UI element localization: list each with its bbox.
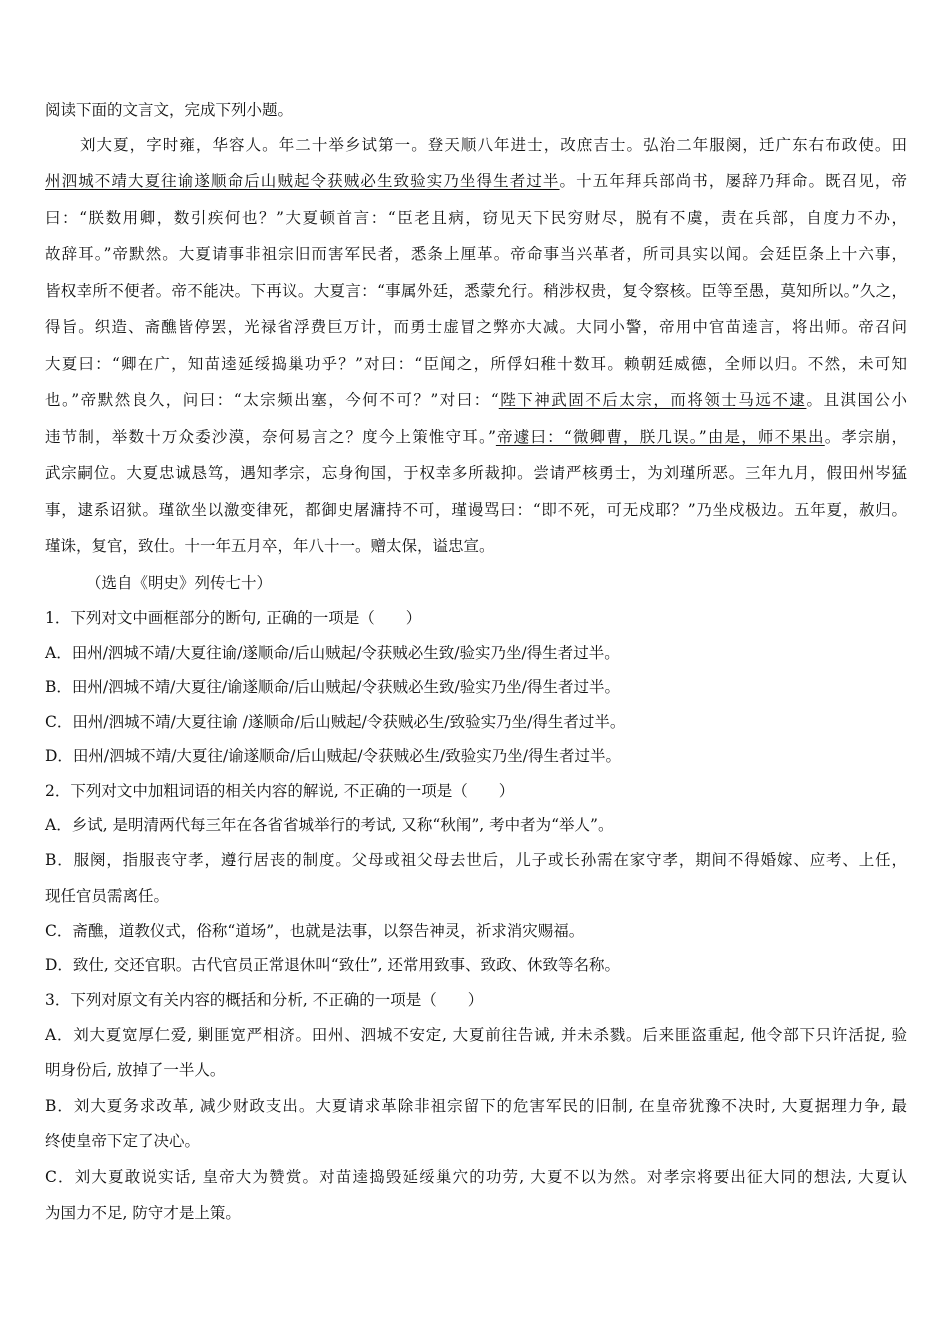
option-c-continued: 为国力不足, 防守才是上策。 [45,1204,241,1222]
passage-line: 曰：“朕数用卿，数引疾何也？”大夏顿首言：“臣老且病，窃见天下民穷财尽，脱有不虞，责在兵部，自度力不办， [45,209,907,227]
option-a: A．刘大夏宽厚仁爱, 剿匪宽严相济。田州、泗城不安定, 大夏前往告诫, 并未杀戮。后来匪盗重起, 他令部下只许活捉, 验 [45,1026,907,1044]
option-b-continued: 终使皇帝下定了决心。 [45,1132,201,1150]
option-a-continued: 明身份后, 放掉了一半人。 [45,1061,226,1079]
passage-line: 瑾诛，复官，致仕。十一年五月卒，年八十一。赠太保，谥忠宣。 [45,537,495,555]
option-a: A．乡试, 是明清两代每三年在各省省城举行的考试, 又称“秋闱”, 考中者为“举人”。 [45,816,614,834]
source-citation: （选自《明史》列传七十） [86,574,273,592]
option-b-continued: 现任官员需离任。 [45,887,170,905]
question-stem: 2．下列对文中加粗词语的相关内容的解说, 不正确的一项是（ ） [45,782,515,800]
option-d: D．致仕, 交还官职。古代官员正常退休叫“致仕”, 还常用致事、致政、休致等名称。 [45,956,620,974]
underlined-sentence: 陛下神武固不后太宗，而将领士马远不逮 [498,391,807,409]
passage-line: 事，逮系诏狱。瑾欲坐以激变律死，都御史屠滽持不可，瑾谩骂曰：“即不死，可无戍耶？”乃坐戍极边。五年夏，赦归。 [45,501,907,519]
passage-line: 也。”帝默然良久，问曰：“太宗频出塞，今何不可？”对曰：“陛下神武固不后太宗，而将领士马远不逮。且淇国公小 [45,391,907,409]
option-c: C．斋醮，道教仪式，俗称“道场”，也就是法事，以祭告神灵，祈求消灾赐福。 [45,922,585,940]
passage-line: 得旨。织造、斋醮皆停罢，光禄省浮费巨万计，而勇士虚冒之弊亦大减。大同小警，帝用中官苗逵言，将出师。帝召问 [45,318,907,336]
question-stem: 1．下列对文中画框部分的断句, 正确的一项是（ ） [45,609,422,627]
intro-instruction: 阅读下面的文言文，完成下列小题。 [45,101,294,119]
question-stem: 3．下列对原文有关内容的概括和分析, 不正确的一项是（ ） [45,991,484,1009]
option-c: C．刘大夏敢说实话, 皇帝大为赞赏。对苗逵捣毁延绥巢穴的功劳, 大夏不以为然。对孝宗将要出征大同的想法, 大夏认 [45,1168,907,1186]
passage-line: 刘大夏，字时雍，华容人。年二十举乡试第一。登天顺八年进士，改庶吉士。弘治二年服阕，迁广东右布政使。田 [80,136,907,154]
passage-line: 大夏曰：“卿在广，知苗逵延绥捣巢功乎？”对曰：“臣闻之，所俘妇稚十数耳。赖朝廷威德，全师以归。不然，未可知 [45,355,907,373]
passage-line: 故辞耳。”帝默然。大夏请事非祖宗旧而害军民者，悉条上厘革。帝命事当兴革者，所司具实以闻。会廷臣条上十六事， [45,245,907,263]
option-d: D．田州/泗城不靖/大夏往/谕遂顺命/后山贼起/令获贼必生/致验实乃坐/得生者过半。 [45,747,621,765]
option-a: A．田州/泗城不靖/大夏往谕/遂顺命/后山贼起/令获贼必生致/验实乃坐/得生者过半。 [45,644,620,662]
passage-line: 皆权幸所不便者。帝不能决。下再议。大夏言：“事属外廷，悉蒙允行。稍涉权贵，复令察核。臣等至愚，莫知所以。”久之， [45,282,907,300]
passage-line: 违节制，举数十万众委沙漠，奈何易言之？度今上策惟守耳。”帝遽曰：“微卿曹，朕几误。”由是，师不果出。孝宗崩， [45,428,907,446]
passage-line: 武宗嗣位。大夏忠诚恳笃，遇知孝宗，忘身徇国，于权幸多所裁抑。尝请严核勇士，为刘瑾所恶。三年九月，假田州岑猛 [45,464,907,482]
option-c: C．田州/泗城不靖/大夏往谕 /遂顺命/后山贼起/令获贼必生/致验实乃坐/得生者过半。 [45,713,626,731]
boxed-sentence: 州泗城不靖大夏往谕遂顺命后山贼起令获贼必生致验实乃坐得生者过半 [45,172,560,190]
underlined-sentence: 帝遽曰：“微卿曹，朕几误。”由是，师不果出 [495,428,825,446]
option-b: B．服阕，指服丧守孝，遵行居丧的制度。父母或祖父母去世后，儿子或长孙需在家守孝，期间不得婚嫁、应考、上任， [45,851,907,869]
option-b: B．田州/泗城不靖/大夏往/谕遂顺命/后山贼起/令获贼必生致/验实乃坐/得生者过半。 [45,678,620,696]
option-b: B．刘大夏务求改革, 减少财政支出。大夏请求革除非祖宗留下的危害军民的旧制, 在皇帝犹豫不决时, 大夏据理力争, 最 [45,1097,907,1115]
passage-line: 州泗城不靖大夏往谕遂顺命后山贼起令获贼必生致验实乃坐得生者过半。十五年拜兵部尚书，屡辞乃拜命。既召见，帝 [45,172,907,190]
